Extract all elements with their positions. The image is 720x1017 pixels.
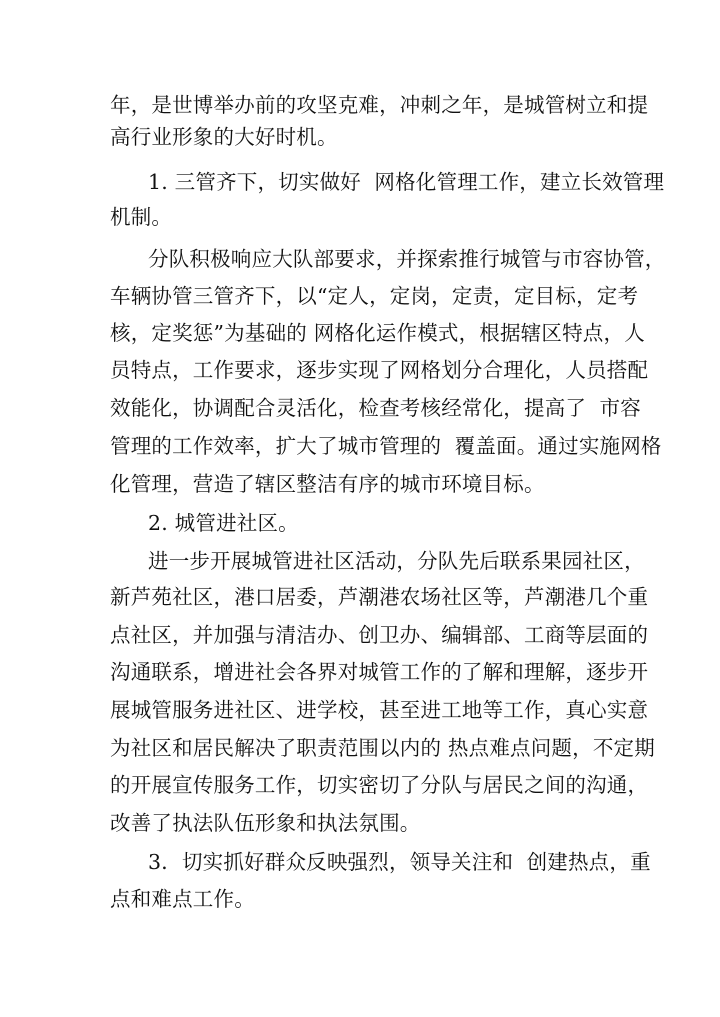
text-line: 新芦苑社区，港口居委，芦潮港农场社区等，芦潮港几个重 (110, 585, 649, 609)
text-line: 车辆协管三管齐下，以“定人，定岗，定责，定目标，定考 (110, 284, 639, 308)
text-line: 2. 城管进社区。 (148, 511, 299, 535)
text-line: 沟通联系，增进社会各界对城管工作的了解和理解，逐步开 (110, 660, 649, 684)
text-line: 3．切实抓好群众反映强烈，领导关注和 创建热点，重 (148, 850, 651, 874)
text-line: 的开展宣传服务工作，切实密切了分队与居民之间的沟通， (110, 773, 649, 797)
text-line: 员特点，工作要求，逐步实现了网格划分合理化，人员搭配 (110, 358, 649, 382)
text-line: 点社区，并加强与清洁办、创卫办、编辑部、工商等层面的 (110, 623, 649, 647)
text-line: 化管理，营造了辖区整洁有序的城市环境目标。 (110, 472, 545, 496)
text-line: 高行业形象的大好时机。 (110, 125, 338, 149)
text-line: 年，是世博举办前的攻坚克难，冲刺之年，是城管树立和提 (110, 93, 649, 117)
text-line: 核，定奖惩”为基础的 网格化运作模式，根据辖区特点，人 (110, 321, 645, 345)
text-line: 效能化，协调配合灵活化，检查考核经常化，提高了 市容 (110, 396, 641, 420)
text-line: 展城管服务进社区、进学校，甚至进工地等工作，真心实意 (110, 698, 649, 722)
text-line: 分队积极响应大队部要求，并探索推行城管与市容协管， (148, 247, 666, 271)
text-line: 为社区和居民解决了职责范围以内的 热点难点问题，不定期 (110, 736, 655, 760)
text-line: 管理的工作效率，扩大了城市管理的 覆盖面。通过实施网格 (110, 434, 662, 458)
text-line: 机制。 (110, 205, 173, 229)
text-line: 1. 三管齐下，切实做好 网格化管理工作，建立长效管理 (148, 170, 665, 194)
text-line: 点和难点工作。 (110, 887, 255, 911)
text-line: 进一步开展城管进社区活动，分队先后联系果园社区， (148, 549, 645, 573)
text-line: 改善了执法队伍形象和执法氛围。 (110, 811, 421, 835)
